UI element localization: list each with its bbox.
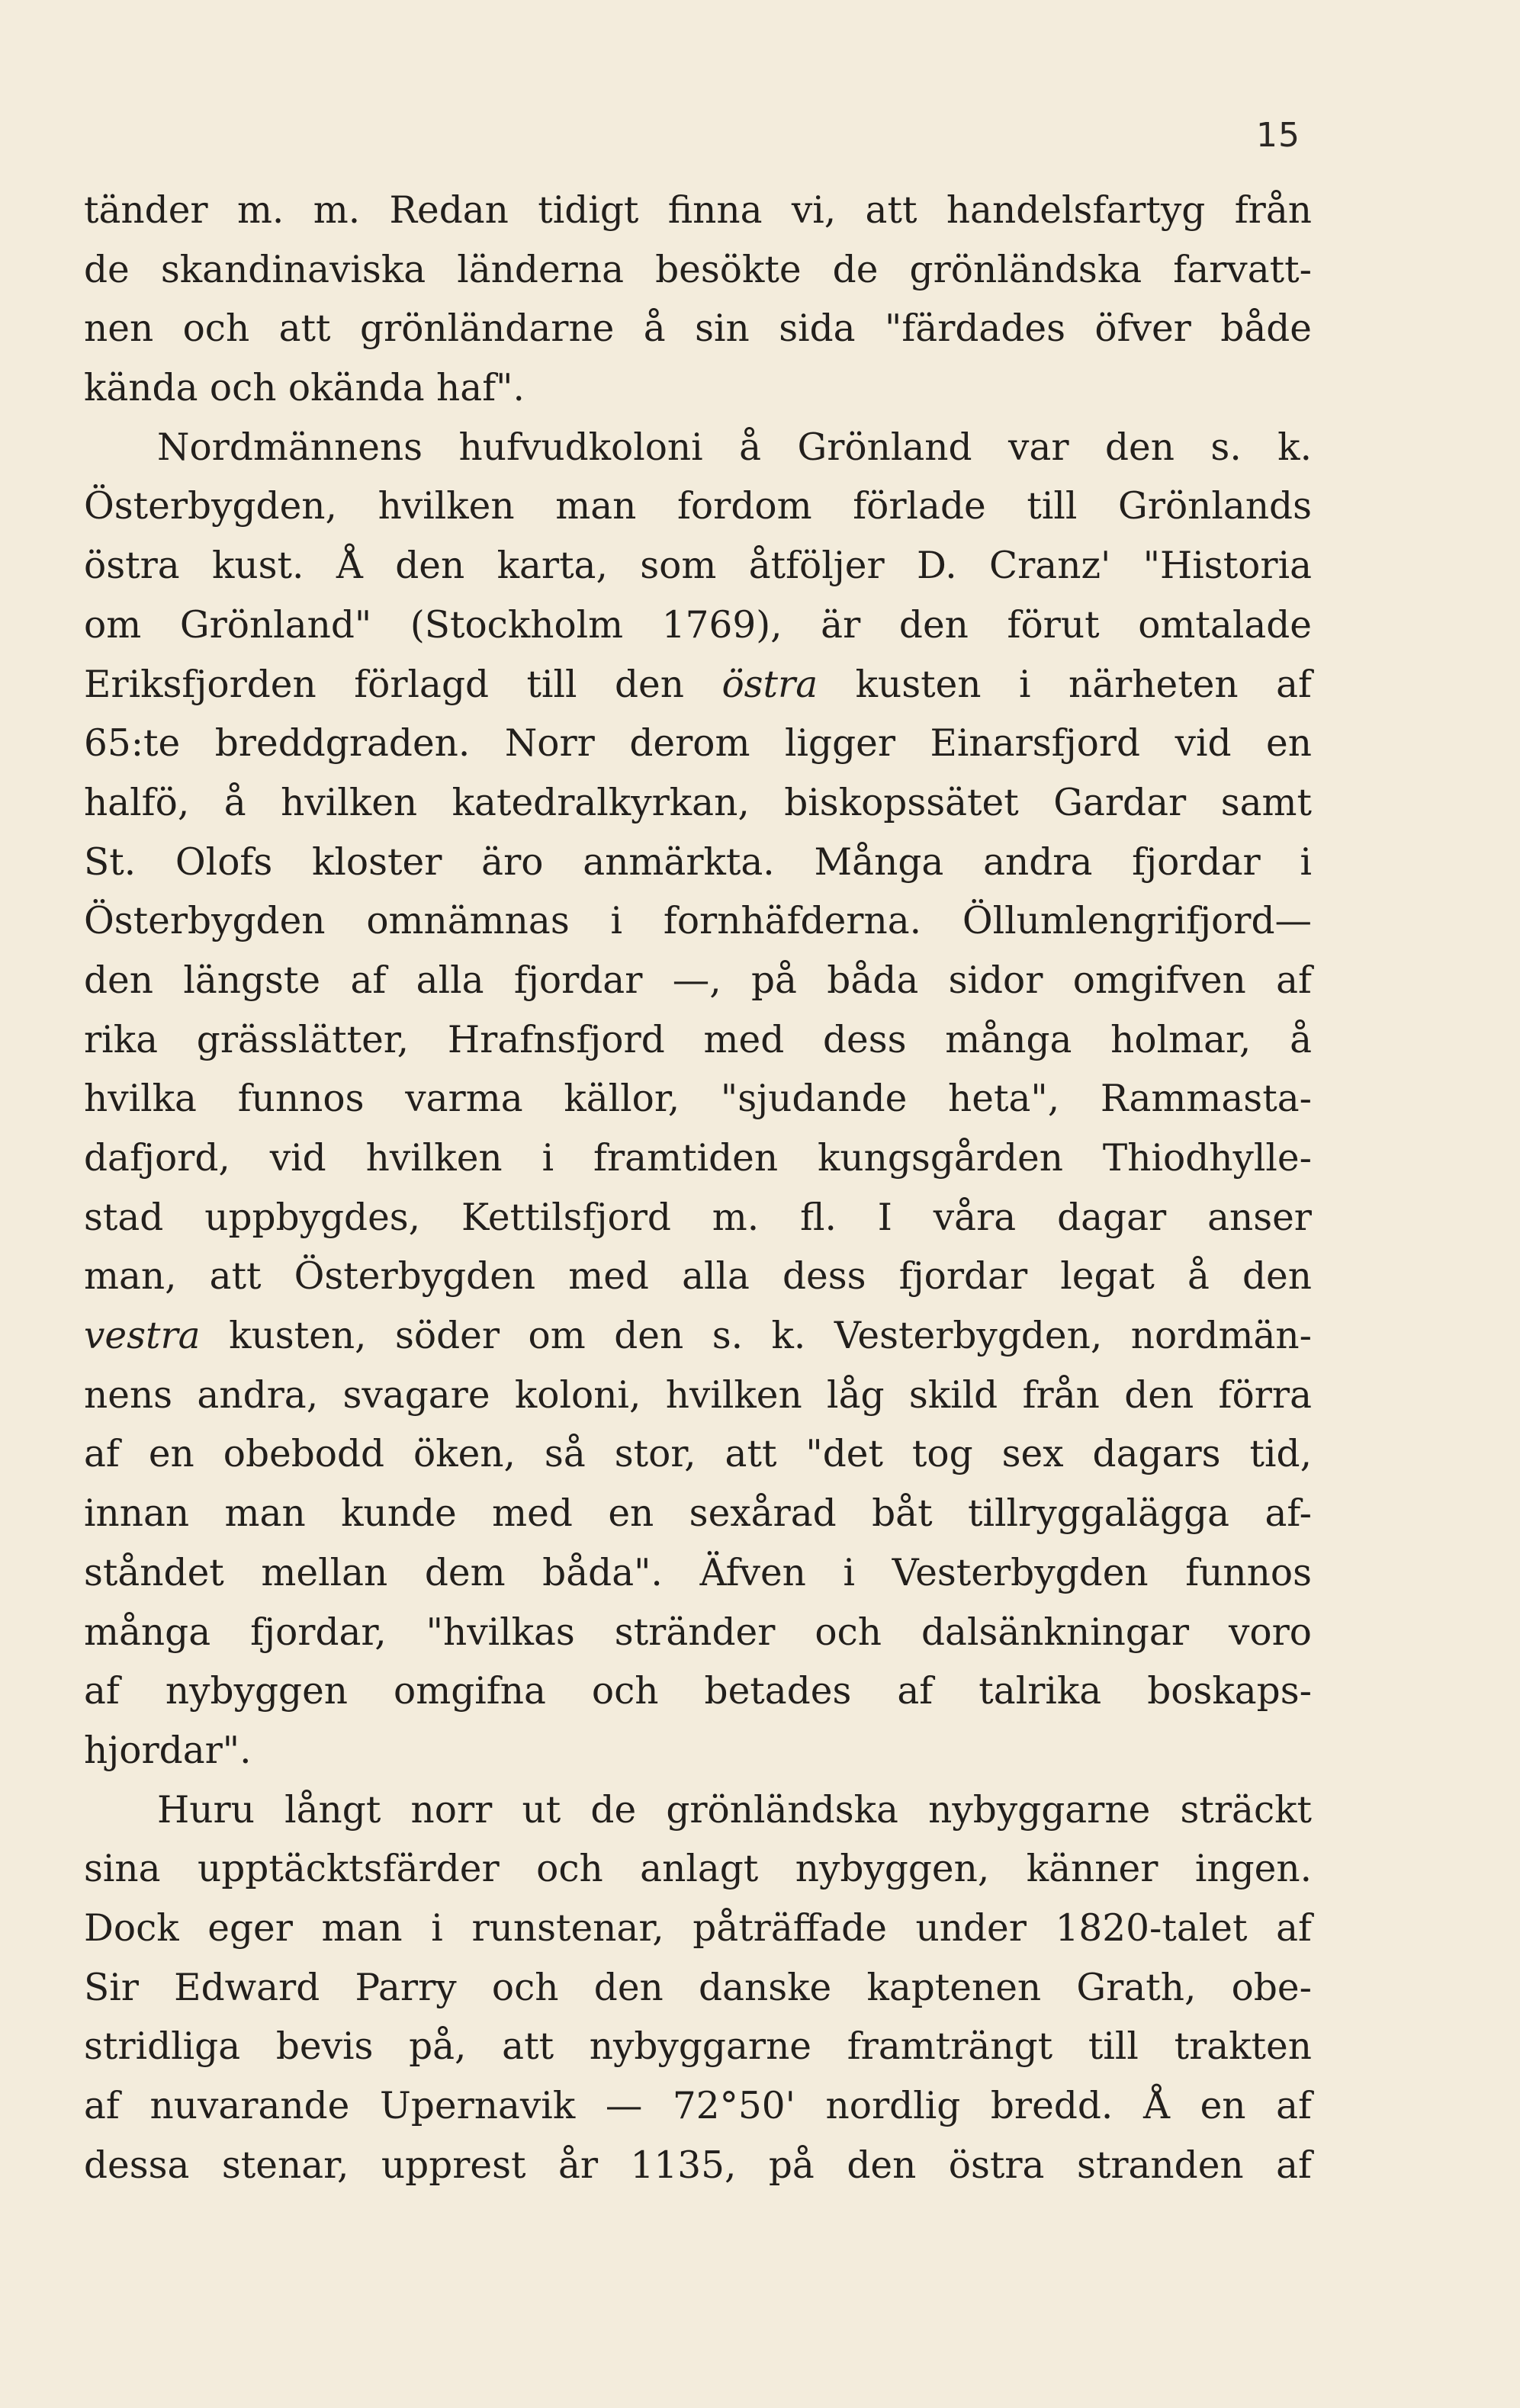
text-line: Sir Edward Parry och den danske kaptenen Grath, obe- [84, 1966, 1312, 2009]
text-line: af nybyggen omgifna och betades af talrika boskaps- [84, 1670, 1312, 1713]
text-segment: Eriksfjorden förlagd till den [84, 663, 722, 706]
text-line: om Grönland" (Stockholm 1769), är den förut omtalade [84, 603, 1312, 647]
text-line: 65:te breddgraden. Norr derom ligger Einarsfjord vid en [84, 722, 1312, 766]
text-line: hjordar". [84, 1729, 252, 1772]
page-number: 15 [1256, 116, 1300, 155]
text-line: rika grässlätter, Hrafnsfjord med dess många holmar, å [84, 1018, 1312, 1061]
text-line: nens andra, svagare koloni, hvilken låg skild från den förra [84, 1373, 1312, 1417]
text-line: hvilka funnos varma källor, "sjudande heta", Rammasta- [84, 1077, 1312, 1121]
text-line: af en obebodd öken, så stor, att "det tog sex dagars tid, [84, 1433, 1312, 1476]
text-line: dessa stenar, upprest år 1135, på den östra stranden af [84, 2143, 1312, 2187]
text-line: stad uppbygdes, Kettilsfjord m. fl. I våra dagar anser [84, 1196, 1312, 1239]
text-segment: kusten i närheten af [818, 663, 1312, 706]
text-line: de skandinaviska länderna besökte de grönländska farvatt- [84, 248, 1312, 291]
text-line [84, 656, 1312, 715]
text-segment: kusten, söder om den s. k. Vesterbygden, nordmän- [200, 1315, 1312, 1358]
text-line: ståndet mellan dem båda". Äfven i Vesterbygden funnos [84, 1551, 1312, 1594]
text-line: kända och okända haf". [84, 367, 525, 410]
text-line: tänder m. m. Redan tidigt finna vi, att handelsfartyg från [84, 189, 1312, 232]
text-line: af nuvarande Upernavik — 72°50' nordlig bredd. Å en af [84, 2085, 1312, 2127]
text-line: dafjord, vid hvilken i framtiden kungsgården Thiodhylle- [84, 1137, 1312, 1180]
text-line: Dock eger man i runstenar, påträffade under 1820-talet af [84, 1906, 1312, 1950]
text-line: man, att Österbygden med alla dess fjordar legat å den [84, 1255, 1312, 1299]
text-line [84, 1307, 1312, 1366]
text-line: östra kust. Å den karta, som åtföljer D. Cranz' "Historia [84, 544, 1312, 588]
text-line: stridliga bevis på, att nybyggarne framträngt till trakten [84, 2025, 1312, 2069]
paragraph-start-line: Nordmännens hufvudkoloni å Grönland var den s. k. [157, 425, 1312, 469]
body-text [84, 181, 1312, 2195]
text-line: nen och att grönländarne å sin sida "färdades öfver både [84, 307, 1312, 351]
italic-word: vestra [84, 1315, 201, 1358]
paragraph-start-line: Huru långt norr ut de grönländska nybyggarne sträckt [157, 1788, 1312, 1832]
text-line: Österbygden omnämnas i fornhäfderna. Öllumlengrifjord— [84, 900, 1312, 943]
text-line: halfö, å hvilken katedralkyrkan, biskopssätet Gardar samt [84, 781, 1312, 824]
italic-word: östra [721, 663, 818, 706]
text-line: den längste af alla fjordar —, på båda sidor omgifven af [84, 958, 1312, 1002]
text-line: St. Olofs kloster äro anmärkta. Många andra fjordar i [84, 840, 1312, 884]
text-line: sina upptäcktsfärder och anlagt nybyggen, känner ingen. [84, 1848, 1312, 1891]
text-line: många fjordar, "hvilkas stränder och dalsänkningar voro [84, 1610, 1312, 1654]
text-line: Österbygden, hvilken man fordom förlade till Grönlands [84, 485, 1312, 528]
text-line: innan man kunde med en sexårad båt tillryggalägga af- [84, 1492, 1312, 1536]
